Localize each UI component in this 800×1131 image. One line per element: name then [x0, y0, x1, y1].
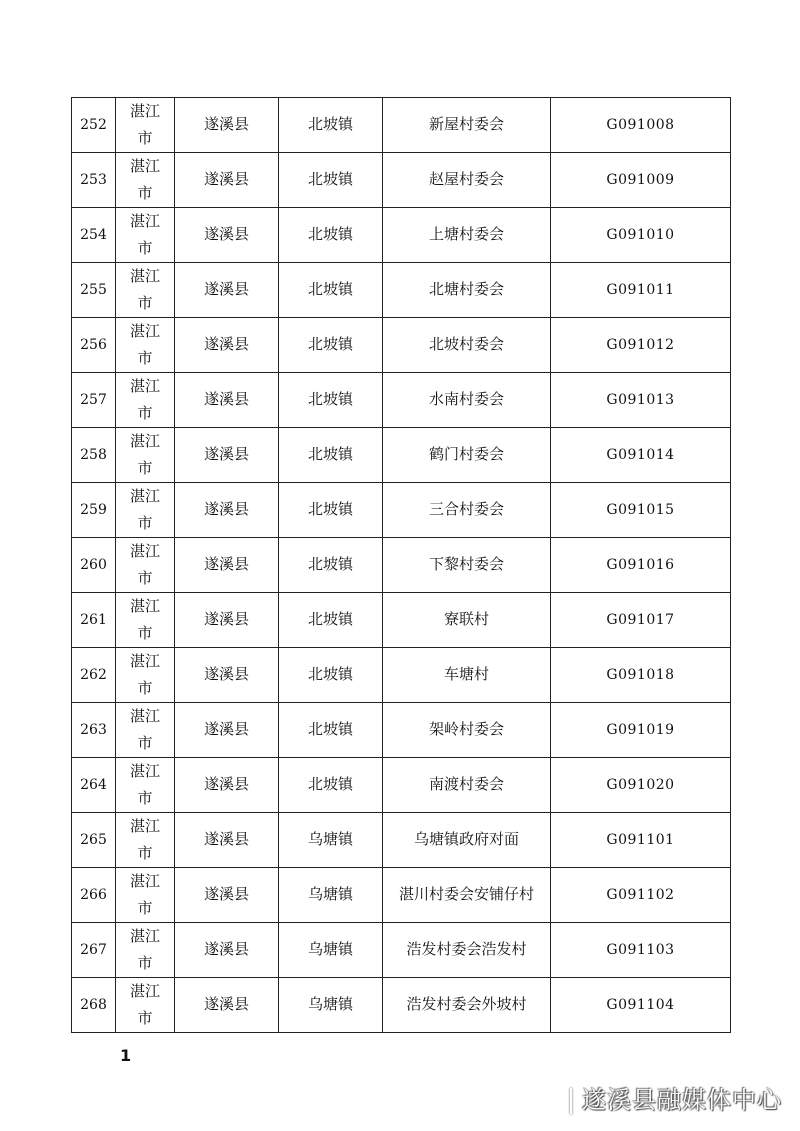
- village-cell: 水南村委会: [383, 373, 551, 428]
- county-cell: 遂溪县: [175, 263, 279, 318]
- county-cell: 遂溪县: [175, 868, 279, 923]
- city-cell: [116, 758, 175, 813]
- row-number-cell: 255: [72, 263, 116, 318]
- city-line: 湛江: [129, 762, 160, 780]
- table-row: [72, 538, 731, 593]
- county-cell: 遂溪县: [175, 648, 279, 703]
- county-cell: 遂溪县: [175, 318, 279, 373]
- site-code-cell: G091101: [551, 813, 731, 868]
- site-code-cell: G091018: [551, 648, 731, 703]
- table-row: [72, 318, 731, 373]
- city-line: 市: [137, 514, 153, 532]
- city-cell: [116, 593, 175, 648]
- county-cell: 遂溪县: [175, 538, 279, 593]
- table-row: [72, 153, 731, 208]
- table-row: [72, 758, 731, 813]
- city-line: 市: [137, 129, 153, 147]
- town-cell: 乌塘镇: [279, 978, 383, 1033]
- table-row: [72, 703, 731, 758]
- city-line: 市: [137, 569, 153, 587]
- village-cell: 浩发村委会外坡村: [383, 978, 551, 1033]
- site-code-cell: G091012: [551, 318, 731, 373]
- site-code-cell: G091020: [551, 758, 731, 813]
- city-line: 市: [137, 239, 153, 257]
- table-row: [72, 373, 731, 428]
- city-cell: [116, 318, 175, 373]
- city-cell: [116, 538, 175, 593]
- watermark-text: 遂溪县融媒体中心: [582, 1086, 782, 1114]
- county-cell: 遂溪县: [175, 98, 279, 153]
- city-line: 湛江: [129, 872, 160, 890]
- city-line: 湛江: [129, 102, 160, 120]
- county-cell: 遂溪县: [175, 483, 279, 538]
- city-line: 湛江: [129, 982, 160, 1000]
- city-line: 湛江: [129, 597, 160, 615]
- city-line: 市: [137, 404, 153, 422]
- county-cell: 遂溪县: [175, 208, 279, 263]
- city-cell: [116, 868, 175, 923]
- city-cell: [116, 373, 175, 428]
- town-cell: 北坡镇: [279, 373, 383, 428]
- town-cell: 北坡镇: [279, 483, 383, 538]
- town-cell: 北坡镇: [279, 703, 383, 758]
- city-cell: [116, 428, 175, 483]
- town-cell: 北坡镇: [279, 153, 383, 208]
- town-cell: 北坡镇: [279, 538, 383, 593]
- row-number-cell: 252: [72, 98, 116, 153]
- city-cell: [116, 978, 175, 1033]
- row-number-cell: 267: [72, 923, 116, 978]
- table-row: [72, 593, 731, 648]
- site-code-cell: G091103: [551, 923, 731, 978]
- village-cell: 架岭村委会: [383, 703, 551, 758]
- city-line: 湛江: [129, 157, 160, 175]
- city-cell: [116, 263, 175, 318]
- site-code-cell: G091019: [551, 703, 731, 758]
- site-code-cell: G091013: [551, 373, 731, 428]
- row-number-cell: 261: [72, 593, 116, 648]
- city-cell: [116, 923, 175, 978]
- site-code-cell: G091016: [551, 538, 731, 593]
- village-cell: 三合村委会: [383, 483, 551, 538]
- county-cell: 遂溪县: [175, 428, 279, 483]
- village-cell: 乌塘镇政府对面: [383, 813, 551, 868]
- city-line: 市: [137, 789, 153, 807]
- city-line: 湛江: [129, 707, 160, 725]
- village-cell: 赵屋村委会: [383, 153, 551, 208]
- city-cell: [116, 208, 175, 263]
- table-row: [72, 483, 731, 538]
- city-line: 湛江: [129, 927, 160, 945]
- town-cell: 北坡镇: [279, 593, 383, 648]
- city-line: 湛江: [129, 487, 160, 505]
- row-number-cell: 265: [72, 813, 116, 868]
- table-row: [72, 978, 731, 1033]
- city-line: 湛江: [129, 212, 160, 230]
- city-line: 市: [137, 349, 153, 367]
- city-line: 湛江: [129, 267, 160, 285]
- town-cell: 北坡镇: [279, 428, 383, 483]
- village-cell: 新屋村委会: [383, 98, 551, 153]
- city-cell: [116, 703, 175, 758]
- site-code-cell: G091017: [551, 593, 731, 648]
- village-cell: 寮联村: [383, 593, 551, 648]
- county-cell: 遂溪县: [175, 153, 279, 208]
- watermark: [570, 1080, 782, 1115]
- village-cell: 湛川村委会安铺仔村: [383, 868, 551, 923]
- county-cell: 遂溪县: [175, 758, 279, 813]
- county-cell: 遂溪县: [175, 813, 279, 868]
- row-number-cell: 266: [72, 868, 116, 923]
- row-number-cell: 254: [72, 208, 116, 263]
- page-number: 1: [120, 1046, 132, 1065]
- county-cell: 遂溪县: [175, 373, 279, 428]
- city-cell: [116, 98, 175, 153]
- row-number-cell: 262: [72, 648, 116, 703]
- village-cell: 车塘村: [383, 648, 551, 703]
- site-code-cell: G091011: [551, 263, 731, 318]
- site-code-cell: G091104: [551, 978, 731, 1033]
- town-cell: 北坡镇: [279, 98, 383, 153]
- table-row: [72, 868, 731, 923]
- site-code-cell: G091015: [551, 483, 731, 538]
- table-row: [72, 648, 731, 703]
- table-row: [72, 428, 731, 483]
- city-line: 市: [137, 184, 153, 202]
- row-number-cell: 257: [72, 373, 116, 428]
- city-line: 湛江: [129, 377, 160, 395]
- site-code-cell: G091010: [551, 208, 731, 263]
- row-number-cell: 258: [72, 428, 116, 483]
- site-code-cell: G091014: [551, 428, 731, 483]
- town-cell: 北坡镇: [279, 208, 383, 263]
- site-list-table: [71, 97, 731, 1033]
- city-line: 湛江: [129, 542, 160, 560]
- village-cell: 南渡村委会: [383, 758, 551, 813]
- village-cell: 浩发村委会浩发村: [383, 923, 551, 978]
- town-cell: 北坡镇: [279, 648, 383, 703]
- table-row: [72, 208, 731, 263]
- county-cell: 遂溪县: [175, 978, 279, 1033]
- town-cell: 乌塘镇: [279, 923, 383, 978]
- town-cell: 北坡镇: [279, 318, 383, 373]
- site-code-cell: G091009: [551, 153, 731, 208]
- town-cell: 乌塘镇: [279, 868, 383, 923]
- city-cell: [116, 483, 175, 538]
- table-row: [72, 813, 731, 868]
- city-cell: [116, 648, 175, 703]
- row-number-cell: 260: [72, 538, 116, 593]
- village-cell: 上塘村委会: [383, 208, 551, 263]
- city-line: 市: [137, 294, 153, 312]
- city-line: 市: [137, 1009, 153, 1027]
- table-row: [72, 98, 731, 153]
- city-cell: [116, 153, 175, 208]
- table-row: [72, 263, 731, 318]
- site-code-cell: G091102: [551, 868, 731, 923]
- row-number-cell: 264: [72, 758, 116, 813]
- city-line: 市: [137, 954, 153, 972]
- row-number-cell: 259: [72, 483, 116, 538]
- city-line: 市: [137, 459, 153, 477]
- town-cell: 乌塘镇: [279, 813, 383, 868]
- county-cell: 遂溪县: [175, 593, 279, 648]
- village-cell: 下黎村委会: [383, 538, 551, 593]
- city-line: 湛江: [129, 817, 160, 835]
- city-line: 湛江: [129, 652, 160, 670]
- row-number-cell: 263: [72, 703, 116, 758]
- city-line: 市: [137, 624, 153, 642]
- row-number-cell: 268: [72, 978, 116, 1033]
- city-cell: [116, 813, 175, 868]
- table-body: [72, 98, 731, 1033]
- county-cell: 遂溪县: [175, 703, 279, 758]
- county-cell: 遂溪县: [175, 923, 279, 978]
- city-line: 湛江: [129, 432, 160, 450]
- watermark-divider: [570, 1088, 572, 1114]
- table-row: [72, 923, 731, 978]
- village-cell: 北塘村委会: [383, 263, 551, 318]
- village-cell: 北坡村委会: [383, 318, 551, 373]
- city-line: 湛江: [129, 322, 160, 340]
- city-line: 市: [137, 899, 153, 917]
- site-code-cell: G091008: [551, 98, 731, 153]
- town-cell: 北坡镇: [279, 758, 383, 813]
- village-cell: 鹤门村委会: [383, 428, 551, 483]
- row-number-cell: 253: [72, 153, 116, 208]
- city-line: 市: [137, 679, 153, 697]
- row-number-cell: 256: [72, 318, 116, 373]
- city-line: 市: [137, 734, 153, 752]
- city-line: 市: [137, 844, 153, 862]
- town-cell: 北坡镇: [279, 263, 383, 318]
